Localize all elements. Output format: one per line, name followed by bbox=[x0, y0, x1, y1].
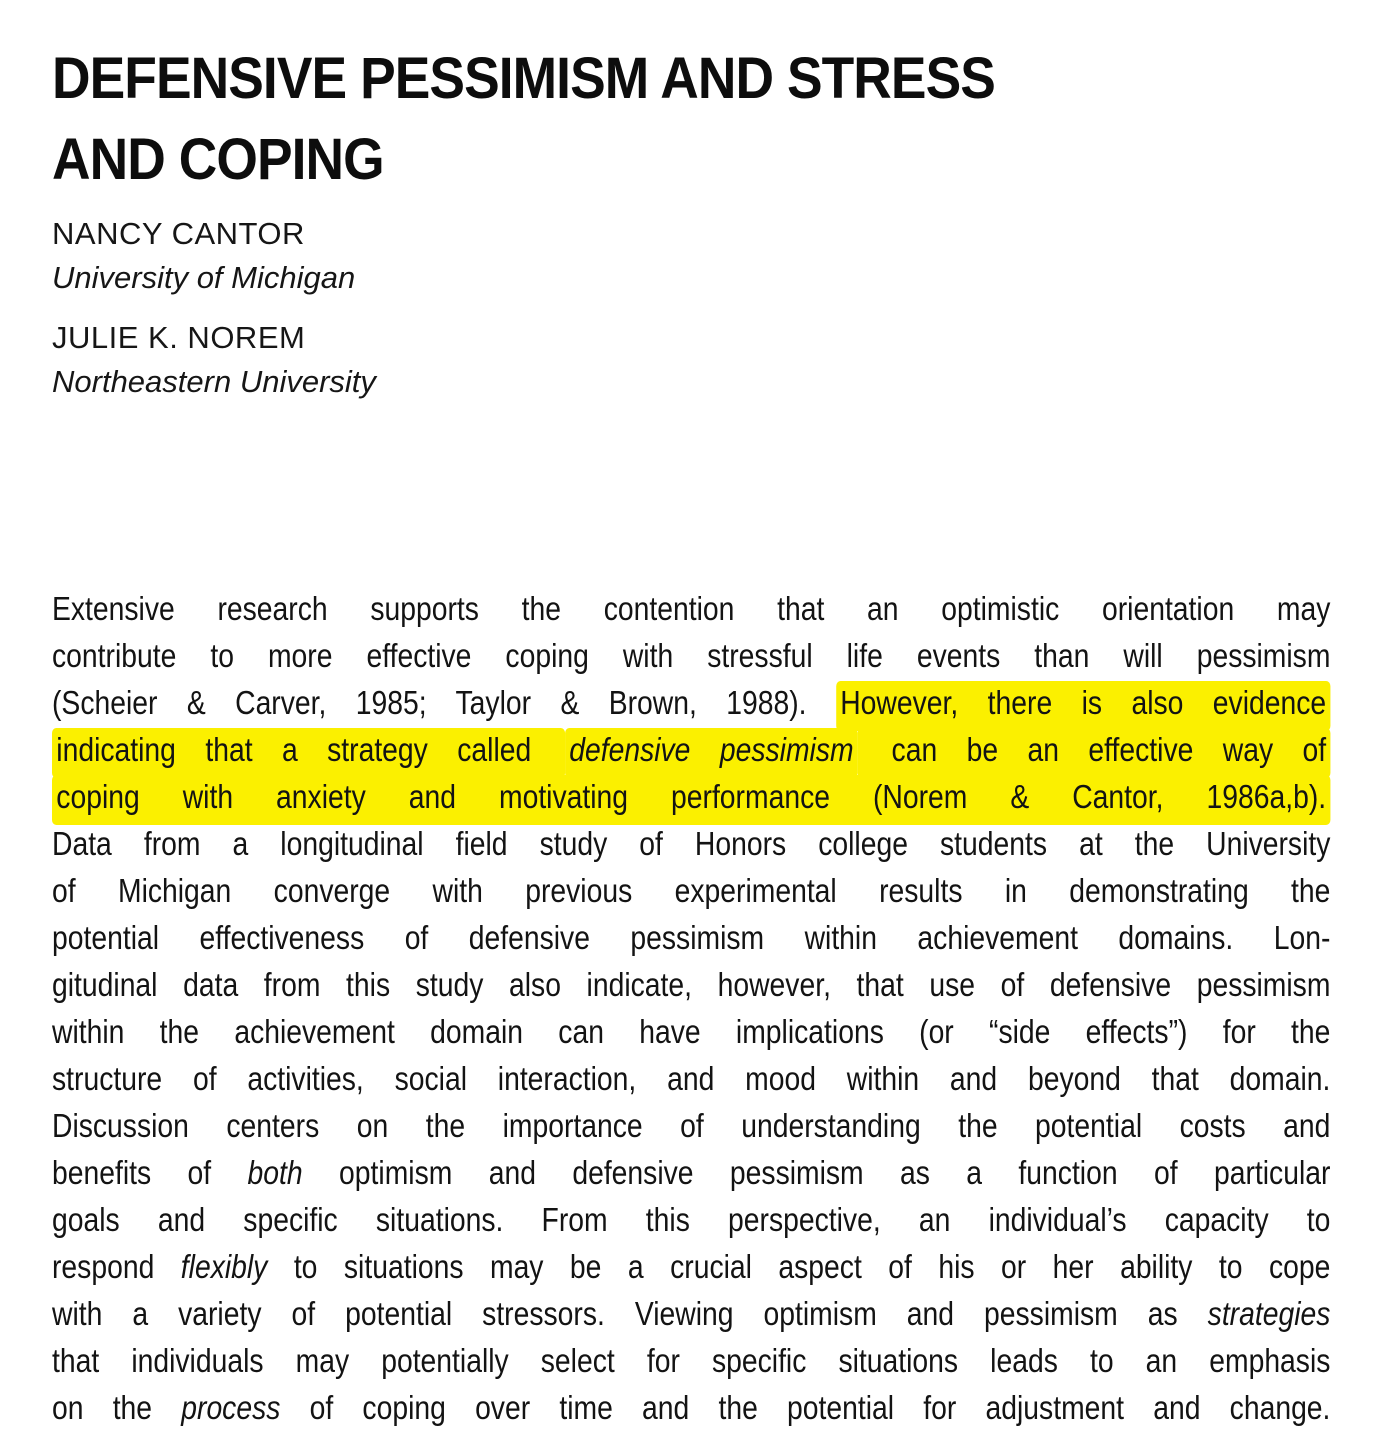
abstract-line bbox=[52, 1384, 1330, 1431]
abstract-line bbox=[52, 726, 1330, 773]
text-run: strategies bbox=[1207, 1295, 1331, 1332]
text-run: flexibly bbox=[180, 1248, 268, 1285]
abstract-line bbox=[52, 632, 1330, 679]
text-run: potential effectiveness of defensive pessimism within achievement domains. Lon- bbox=[52, 919, 1331, 956]
author-affiliation: University of Michigan bbox=[52, 260, 356, 295]
author-block bbox=[52, 212, 376, 300]
abstract-line bbox=[52, 820, 1330, 867]
abstract-line bbox=[52, 1102, 1330, 1149]
abstract-paragraph bbox=[52, 585, 1330, 1431]
text-run: respond bbox=[52, 1248, 181, 1285]
abstract-line bbox=[52, 585, 1330, 632]
highlighted-text: can be an effective way of bbox=[858, 728, 1331, 778]
text-run: Discussion centers on the importance of understanding the potential costs and bbox=[52, 1107, 1331, 1144]
highlighted-text: indicating that a strategy called bbox=[52, 728, 565, 778]
page-title bbox=[52, 38, 995, 200]
text-run: of coping over time and the potential for adjustment and change. bbox=[280, 1389, 1331, 1426]
abstract-line bbox=[52, 914, 1330, 961]
text-run: Data from a longitudinal field study of Honors college students at the University bbox=[52, 825, 1331, 862]
text-run: (Scheier & Carver, 1985; Taylor & Brown, 1988). bbox=[52, 684, 836, 721]
text-run: structure of activities, social interaction, and mood within and beyond that domain. bbox=[52, 1060, 1331, 1097]
abstract-line bbox=[52, 679, 1330, 726]
abstract-line bbox=[52, 1337, 1330, 1384]
text-run: contribute to more effective coping with stressful life events than will pessimism bbox=[52, 637, 1331, 674]
text-run: of Michigan converge with previous experimental results in demonstrating the bbox=[52, 872, 1331, 909]
text-run: both bbox=[247, 1154, 303, 1191]
text-run: that individuals may potentially select for specific situations leads to an emphasis bbox=[52, 1342, 1331, 1379]
text-run: goals and specific situations. From this perspective, an individual’s capacity to bbox=[52, 1201, 1331, 1238]
abstract-line bbox=[52, 1008, 1330, 1055]
author-block bbox=[52, 316, 376, 404]
text-run: process bbox=[181, 1389, 281, 1426]
text-run: with a variety of potential stressors. Viewing optimism and pessimism as bbox=[52, 1295, 1208, 1332]
text-run: on the bbox=[52, 1389, 182, 1426]
abstract-line bbox=[52, 961, 1330, 1008]
abstract-line bbox=[52, 1290, 1330, 1337]
abstract-line bbox=[52, 1243, 1330, 1290]
title-line-1: DEFENSIVE PESSIMISM AND STRESS bbox=[52, 46, 995, 111]
author-affiliation: Northeastern University bbox=[52, 364, 376, 399]
title-line-2: AND COPING bbox=[52, 127, 384, 192]
text-run: gitudinal data from this study also indicate, however, that use of defensive pessimism bbox=[52, 966, 1331, 1003]
text-run: to situations may be a crucial aspect of his or her ability to cope bbox=[267, 1248, 1331, 1285]
abstract-line bbox=[52, 1196, 1330, 1243]
text-run: benefits of bbox=[52, 1154, 248, 1191]
highlighted-text: coping with anxiety and motivating performance (Norem & Cantor, 1986a,b). bbox=[52, 775, 1330, 825]
abstract-line bbox=[52, 1149, 1330, 1196]
text-run: within the achievement domain can have implications (or “side effects”) for the bbox=[52, 1013, 1331, 1050]
abstract-line bbox=[52, 1055, 1330, 1102]
text-run: optimism and defensive pessimism as a function of particular bbox=[302, 1154, 1331, 1191]
text-run: Extensive research supports the contention that an optimistic orientation may bbox=[52, 590, 1331, 627]
abstract-line bbox=[52, 773, 1330, 820]
highlighted-text: defensive pessimism bbox=[565, 728, 858, 778]
authors-block bbox=[52, 212, 376, 404]
author-name: NANCY CANTOR bbox=[52, 216, 305, 251]
author-name: JULIE K. NOREM bbox=[52, 320, 306, 355]
highlighted-text: However, there is also evidence bbox=[836, 681, 1330, 731]
abstract-line bbox=[52, 867, 1330, 914]
